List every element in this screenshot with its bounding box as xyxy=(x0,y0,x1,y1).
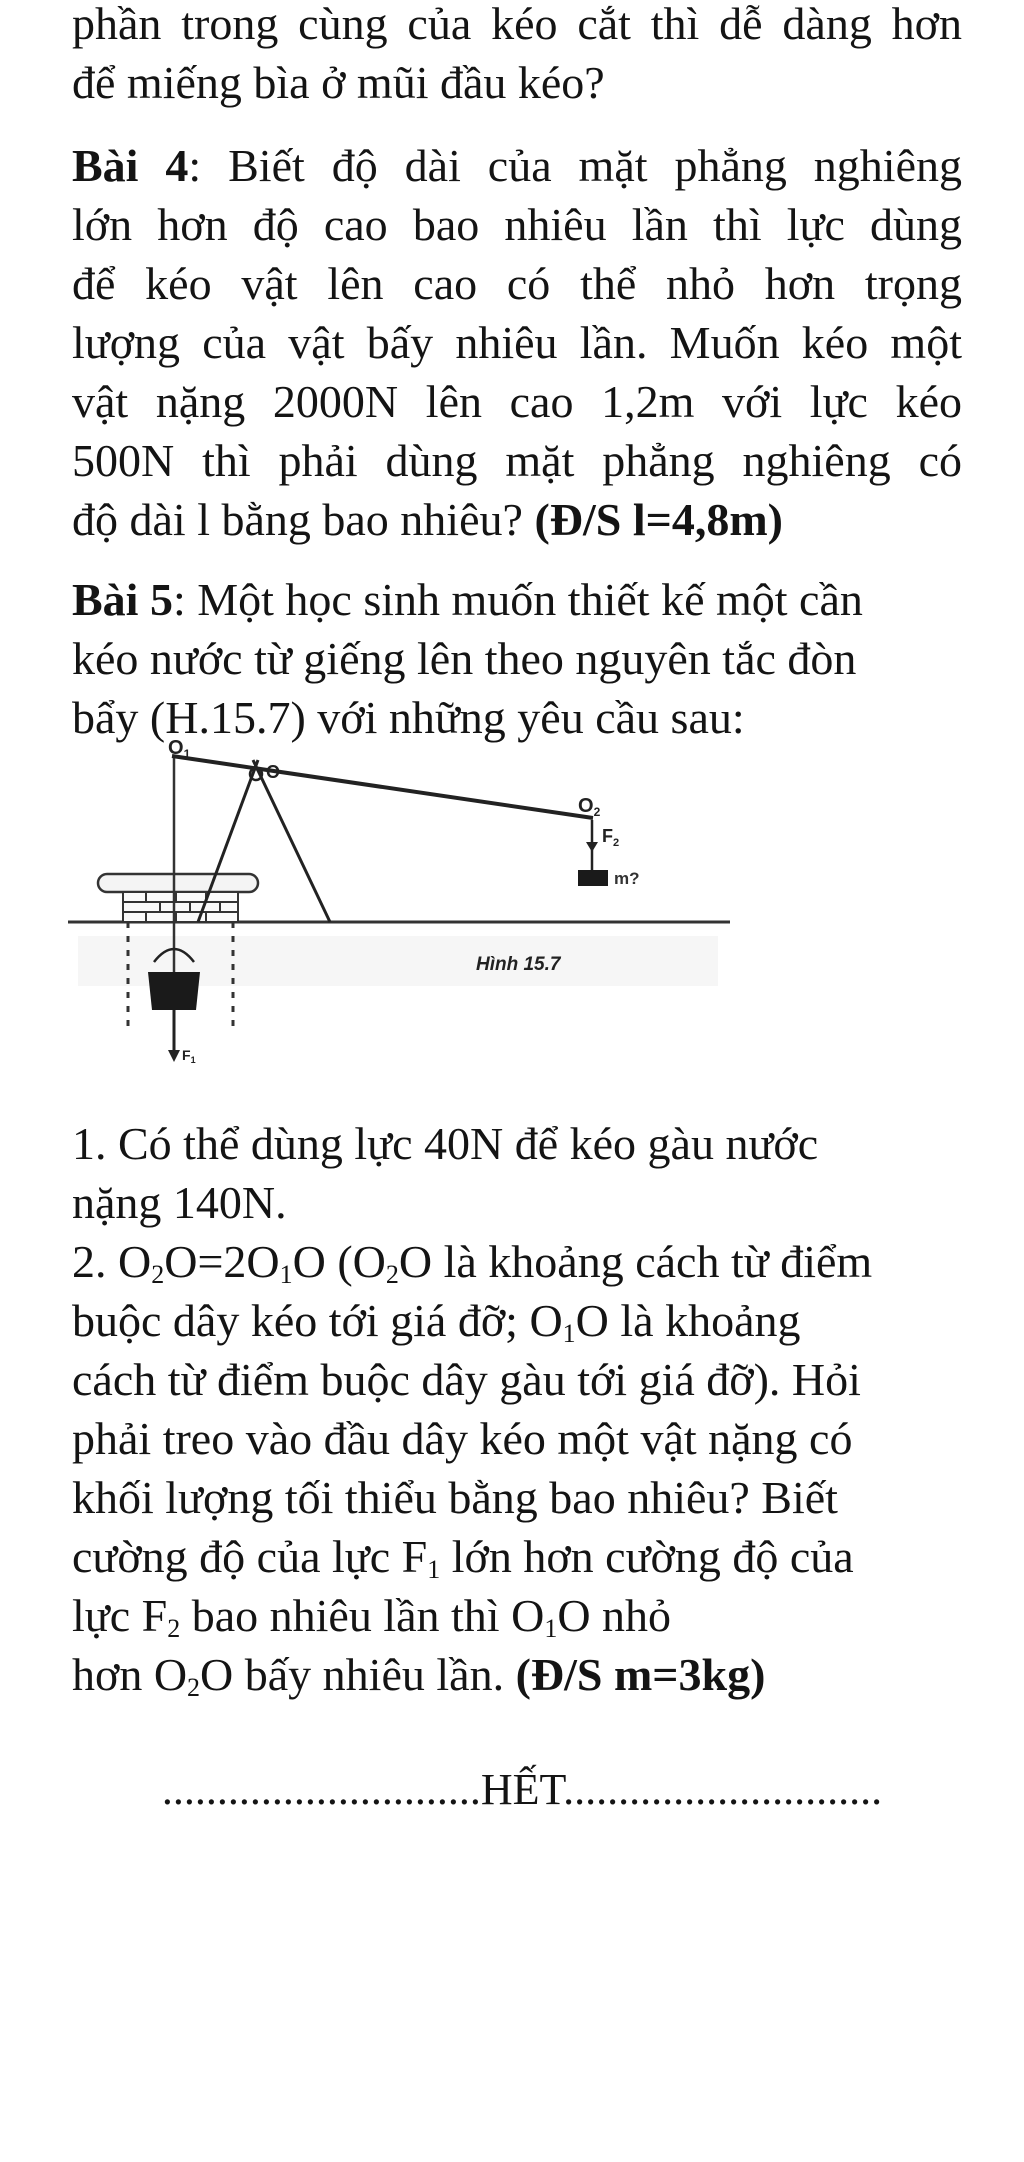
bai4-line-7 xyxy=(72,490,962,549)
bai4-text-1: : Biết độ dài của mặt phẳng nghiêng xyxy=(188,140,963,191)
support-leg-right xyxy=(253,760,330,922)
req2-line-4: phải treo vào đầu dây kéo một vật nặng có xyxy=(72,1413,853,1464)
intro-line-2: để miếng bìa ở mũi đầu kéo? xyxy=(72,57,605,108)
f2-arrowhead-icon xyxy=(586,842,598,852)
f1-label: $F_1$ xyxy=(182,1047,196,1065)
bai4-line-6: 500N thì phải dùng mặt phẳng nghiêng có xyxy=(72,435,962,486)
req2-line-8: hơn $O_2O$ bấy nhiêu lần. (Đ/S m=3kg) xyxy=(72,1649,766,1702)
intro-line-1: phần trong cùng của kéo cắt thì dễ dàng hơn xyxy=(72,0,962,49)
o2-label: $O_2$ xyxy=(578,795,601,819)
bai4-line-1 xyxy=(72,136,962,195)
weight-block xyxy=(578,870,608,886)
req2-answer: (Đ/S m=3kg) xyxy=(515,1649,766,1700)
end-marker: .............................HẾT............................. xyxy=(161,1765,883,1814)
bai4-line-2: lớn hơn độ cao bao nhiêu lần thì lực dùng xyxy=(72,199,962,250)
req1-line-1: 1. Có thể dùng lực 40N để kéo gàu nước xyxy=(72,1118,819,1169)
bai5-line-1 xyxy=(72,570,962,629)
req2-line-1: 2. $O_2O=2O_1O$ ($O_2O$ là khoảng cách từ điểm xyxy=(72,1236,873,1289)
bai5-label: Bài 5 xyxy=(72,574,173,625)
bai5-line-3: bẩy (H.15.7) với những yêu cầu sau: xyxy=(72,692,745,743)
bai4-text-7: độ dài l bằng bao nhiêu? xyxy=(72,494,535,545)
f2-label: $F_2$ xyxy=(602,826,620,849)
req2-line-7: lực $F_2$ bao nhiêu lần thì $O_1O$ nhỏ xyxy=(72,1590,672,1643)
requirement-2 xyxy=(72,1232,962,1704)
req2-line-6: cường độ của lực $F_1$ lớn hơn cường độ của xyxy=(72,1531,854,1584)
bai4-label: Bài 4 xyxy=(72,140,189,191)
bai4-line-5: vật nặng 2000N lên cao 1,2m với lực kéo xyxy=(72,376,962,427)
intro-paragraph xyxy=(72,0,962,112)
well-wall xyxy=(98,874,258,922)
requirement-1 xyxy=(72,1114,962,1232)
bai5-paragraph xyxy=(72,570,962,747)
o1-label: $O_1$ xyxy=(168,740,191,761)
req1-line-2: nặng 140N. xyxy=(72,1177,287,1228)
bai4-paragraph xyxy=(72,136,962,549)
mass-label: m? xyxy=(614,869,640,888)
figure-caption: Hình 15.7 xyxy=(476,954,561,975)
lever-figure xyxy=(68,740,730,1070)
lever-beam xyxy=(172,756,593,818)
f1-arrowhead-icon xyxy=(168,1050,180,1062)
req2-line-3: cách từ điểm buộc dây gàu tới giá đỡ). Hỏi xyxy=(72,1354,861,1405)
bai5-line-2: kéo nước từ giếng lên theo nguyên tắc đòn xyxy=(72,633,857,684)
bai4-line-3: để kéo vật lên cao có thể nhỏ hơn trọng xyxy=(72,258,962,309)
req2-line-5: khối lượng tối thiểu bằng bao nhiêu? Biết xyxy=(72,1472,838,1523)
o-label: O xyxy=(266,762,281,782)
bai4-line-4: lượng của vật bấy nhiêu lần. Muốn kéo một xyxy=(72,317,962,368)
bai5-text-1: : Một học sinh muốn thiết kế một cần xyxy=(172,574,863,625)
req2-line-2: buộc dây kéo tới giá đỡ; $O_1O$ là khoảng xyxy=(72,1295,801,1348)
bai4-answer: (Đ/S l=4,8m) xyxy=(534,494,783,545)
